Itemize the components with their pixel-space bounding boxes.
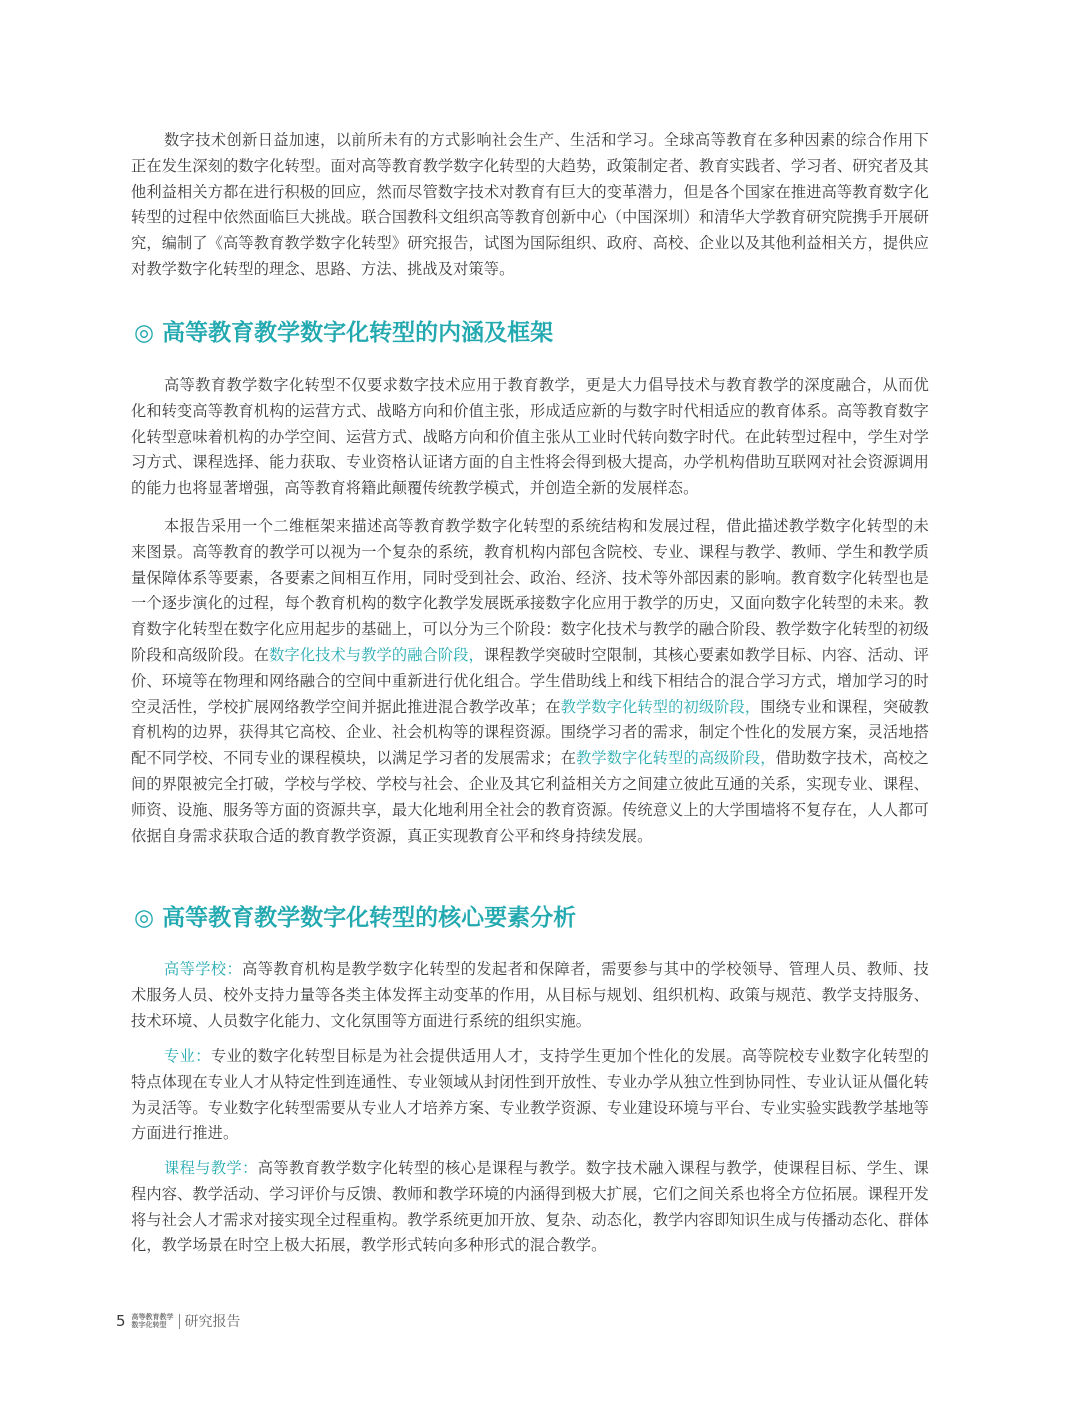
element-paragraph-majors bbox=[131, 1044, 929, 1147]
section-title: 高等教育教学数字化转型的核心要素分析 bbox=[162, 905, 577, 931]
element-label: 课程与教学： bbox=[164, 1159, 258, 1177]
page-footer bbox=[116, 1309, 241, 1333]
section-title: 高等教育教学数字化转型的内涵及框架 bbox=[162, 320, 554, 346]
page-number: 5 bbox=[116, 1312, 126, 1330]
circle-mark-icon: ◎ bbox=[134, 320, 155, 346]
text-run: 课程教学突破时空限制，其核心要素如教学目标、内容、活动、评价、环境等在物理和网络融合的空间中重新进行优化组合。学生借助线上和线下相结合的混合学习方式，增加学习的时空灵活性，学校扩展网络教学空间并据此推进混合教学改革；在 bbox=[131, 645, 929, 716]
element-text: 高等教育机构是教学数字化转型的发起者和保障者，需要参与其中的学校领导、管理人员、教师、技术服务人员、校外支持力量等各类主体发挥主动变革的作用，从目标与规划、组织机构、政策与规范、教学支持服务、技术环境、人员数字化能力、文化氛围等方面进行系统的组织实施。 bbox=[131, 960, 929, 1030]
framework-paragraph-2 bbox=[131, 514, 929, 849]
logo-line: 数字化转型 bbox=[131, 1321, 167, 1329]
text-run: 本报告采用一个二维框架来描述高等教育教学数字化转型的系统结构和发展过程，借此描述教学数字化转型的未来图景。高等教育的教学可以视为一个复杂的系统，教育机构内部包含院校、专业、课程与教学、教师、学生和教学质量保障体系等要素，各要素之间相互作用，同时受到社会、政治、经济、技术等外部因素的影响。教育数字化转型也是一个逐步演化的过程，每个教育机构的数字化教学发展既承接数字化应用于教学的历史，又面向数字化转型的未来。教育数字化转型在数字化应用起步的基础上，可以分为三个阶段：数字化技术与教学的融合阶段、教学数字化转型的初级阶段和高级阶段。在 bbox=[131, 517, 929, 664]
text-run: 围绕专业和课程，突破教育机构的边界，获得其它高校、企业、社会机构等的课程资源。围绕学习者的需求，制定个性化的发展方案，灵活地搭配不同学校、不同专业的课程模块，以满足学习者的发展需求；在 bbox=[131, 697, 930, 768]
element-label: 高等学校： bbox=[164, 960, 243, 978]
footer-title: 研究报告 bbox=[184, 1314, 241, 1330]
element-label: 专业： bbox=[164, 1047, 211, 1065]
text-run: 借助数字技术，高校之间的界限被完全打破，学校与学校、学校与社会、企业及其它利益相关方之间建立彼此互通的关系，实现专业、课程、师资、设施、服务等方面的资源共享，最大化地利用全社会的教育资源。传统意义上的大学围墙将不复存在，人人都可依据自身需求获取合适的教育教学资源，真正实现教育公平和终身持续发展。 bbox=[131, 749, 929, 845]
highlight-fusion-stage: 数字化技术与教学的融合阶段， bbox=[269, 645, 484, 664]
intro-paragraph: 数字技术创新日益加速，以前所未有的方式影响社会生产、生活和学习。全球高等教育在多种因素的综合作用下正在发生深刻的数字化转型。面对高等教育教学数字化转型的大趋势，政策制定者、教育实践者、学习者、研究者及其他利益相关方都在进行积极的回应，然而尽管数字技术对教育有巨大的变革潜力，但是各个国家在推进高等教育数字化转型的过程中依然面临巨大挑战。联合国教科文组织高等教育创新中心（中国深圳）和清华大学教育研究院携手开展研究，编制了《高等教育教学数字化转型》研究报告，试图为国际组织、政府、高校、企业以及其他利益相关方，提供应对教学数字化转型的理念、思路、方法、挑战及对策等。 bbox=[131, 131, 929, 278]
report-logo bbox=[132, 1313, 174, 1329]
element-paragraph-courses bbox=[131, 1156, 929, 1259]
highlight-advanced-stage: 教学数字化转型的高级阶段， bbox=[576, 749, 776, 768]
footer-divider bbox=[179, 1314, 180, 1329]
element-text: 专业的数字化转型目标是为社会提供适用人才，支持学生更加个性化的发展。高等院校专业数字化转型的特点体现在专业人才从特定性到连通性、专业领域从封闭性到开放性、专业办学从独立性到协同性、专业认证从僵化转为灵活等。专业数字化转型需要从专业人才培养方案、专业教学资源、专业建设环境与平台、专业实验实践教学基地等方面进行推进。 bbox=[131, 1047, 929, 1143]
logo-line: 高等教育教学 bbox=[131, 1313, 174, 1321]
section-heading-core-elements bbox=[134, 902, 576, 934]
element-text: 高等教育教学数字化转型的核心是课程与教学。数字技术融入课程与教学，使课程目标、学生、课程内容、教学活动、学习评价与反馈、教师和教学环境的内涵得到极大扩展，它们之间关系也将全方位拓展。课程开发将与社会人才需求对接实现全过程重构。教学系统更加开放、复杂、动态化，教学内容即知识生成与传播动态化、群体化，教学场景在时空上极大拓展，教学形式转向多种形式的混合教学。 bbox=[131, 1159, 930, 1255]
element-paragraph-universities bbox=[131, 957, 929, 1034]
framework-paragraph-1: 高等教育教学数字化转型不仅要求数字技术应用于教育教学，更是大力倡导技术与教育教学的深度融合，从而优化和转变高等教育机构的运营方式、战略方向和价值主张，形成适应新的与数字时代相适应的教育体系。高等教育数字化转型意味着机构的办学空间、运营方式、战略方向和价值主张从工业时代转向数字时代。在此转型过程中，学生对学习方式、课程选择、能力获取、专业资格认证诸方面的自主性将会得到极大提高，办学机构借助互联网对社会资源调用的能力也将显著增强，高等教育将籍此颠覆传统教学模式，并创造全新的发展样态。 bbox=[131, 376, 929, 498]
section-heading-framework bbox=[134, 317, 553, 349]
highlight-initial-stage: 教学数字化转型的初级阶段， bbox=[560, 697, 761, 716]
circle-mark-icon: ◎ bbox=[134, 905, 155, 931]
